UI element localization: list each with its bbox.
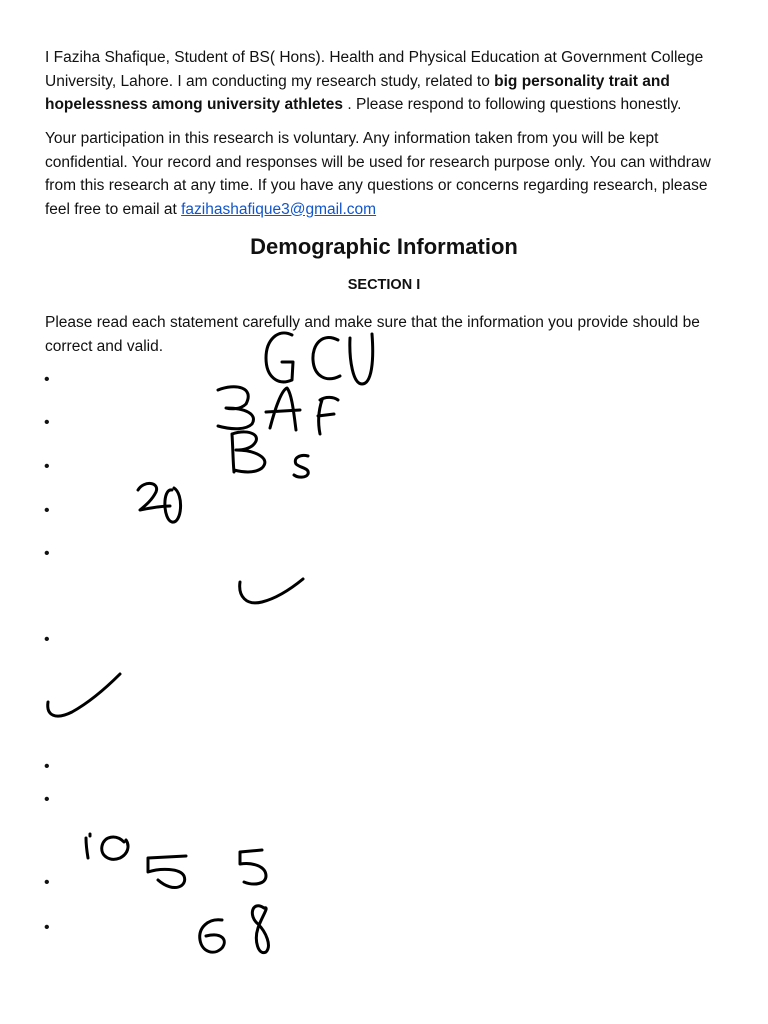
handwritten-20 [138,483,181,522]
intro-text-end: . Please respond to following questions honestly. [343,96,682,113]
bullet-8: • [44,791,50,808]
bullet-3: • [44,458,50,475]
handwritten-68 [200,906,269,953]
consent-paragraph [45,127,735,221]
handwritten-check-2 [48,674,120,716]
instruction-paragraph: Please read each statement carefully and make sure that the information you provide should be correct and valid. [45,314,700,355]
bullet-4: • [44,502,50,519]
email-link[interactable]: fazihashafique3@gmail.com [181,200,377,218]
bullet-5: • [44,545,50,562]
consent-text: Your participation in this research is voluntary. Any information taken from you will be kept confidential. Your record and responses will be used for research purpose only. You can withdraw from this research at any time. If you have any questions or concerns regarding research, please feel free to email at [45,130,711,218]
intro-paragraph [45,46,735,117]
handwritten-5-a [148,856,186,888]
study-topic: big personality trait and hopelessness among university athletes [45,72,670,113]
bullet-9: • [44,874,50,891]
intro-text-start: I Faziha Shafique, Student of BS( Hons). Health and Physical Education at Government College University, Lahore. I am conducting my research study, related to [45,49,704,90]
bullet-10: • [44,919,50,936]
page-title: Demographic Information [250,234,518,259]
bullet-1: • [44,371,50,388]
handwritten-5-b [240,850,266,884]
bullet-7: • [44,758,50,775]
handwritten-check-1 [240,579,303,603]
handwritten-baf [218,387,338,434]
bullet-6: • [44,631,50,648]
section-heading: SECTION I [347,277,421,293]
handwritten-bs [232,432,308,477]
handwritten-10 [86,834,128,859]
bullet-2: • [44,414,50,431]
